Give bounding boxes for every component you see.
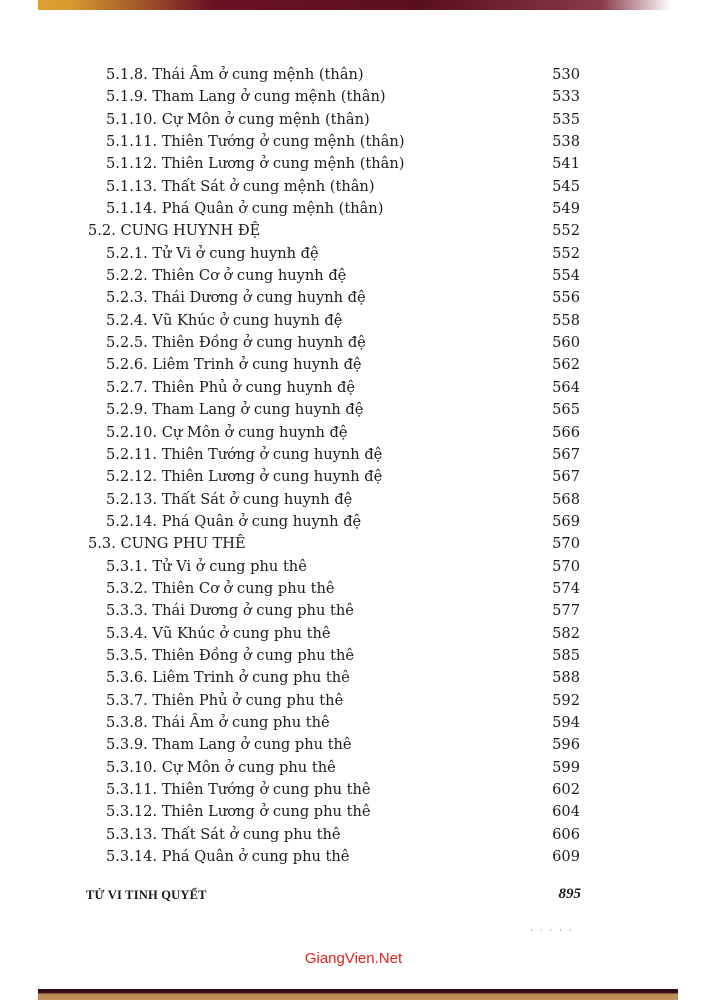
toc-entry[interactable] [88, 354, 580, 376]
toc-entry[interactable] [88, 600, 580, 622]
top-edge-margin [0, 0, 38, 10]
toc-entry-page: 585 [552, 646, 580, 664]
toc-entry[interactable] [88, 466, 580, 488]
toc-entry[interactable] [88, 556, 580, 578]
toc-section-heading[interactable] [88, 533, 580, 555]
toc-entry-page: 541 [552, 155, 580, 173]
toc-entry-page: 552 [552, 244, 580, 262]
toc-entry[interactable] [88, 243, 580, 265]
toc-entry-number: 5.3.10. [106, 758, 158, 776]
toc-entry[interactable] [88, 779, 580, 801]
toc-entry-title [88, 399, 363, 421]
toc-entry[interactable] [88, 86, 580, 108]
toc-entry-title [88, 131, 405, 153]
toc-entry-page: 565 [552, 401, 580, 419]
toc-entry-page: 567 [552, 445, 580, 463]
toc-entry-page: 533 [552, 88, 580, 106]
toc-entry-number: 5.1.11. [106, 133, 158, 151]
toc-entry-text: Thiên Đồng ở cung huynh đệ [152, 334, 366, 352]
toc-entry-page: 596 [552, 736, 580, 754]
toc-entry-title [88, 824, 341, 846]
toc-entry[interactable] [88, 109, 580, 131]
toc-entry-number: 5.2.2. [106, 267, 148, 285]
toc-entry[interactable] [88, 176, 580, 198]
toc-entry-number: 5.1.14. [106, 200, 158, 218]
toc-entry-page: 577 [552, 602, 580, 620]
toc-entry-title [88, 734, 352, 756]
toc-entry-title [88, 623, 331, 645]
toc-entry[interactable] [88, 489, 580, 511]
toc-entry-title [88, 86, 386, 108]
toc-entry-page: 604 [552, 803, 580, 821]
toc-entry-page: 564 [552, 378, 580, 396]
toc-entry-title [88, 176, 375, 198]
toc-entry-page: 570 [552, 557, 580, 575]
toc-entry-title [88, 645, 354, 667]
toc-entry-page: 594 [552, 713, 580, 731]
toc-entry[interactable] [88, 377, 580, 399]
bottom-book-edge [38, 989, 678, 1000]
toc-entry-title [88, 556, 307, 578]
toc-entry-page: 599 [552, 758, 580, 776]
toc-entry-text: Thiên Phủ ở cung huynh đệ [152, 378, 355, 396]
toc-entry-page: 588 [552, 669, 580, 687]
toc-entry-title [88, 511, 361, 533]
toc-entry-text: Liêm Trinh ở cung huynh đệ [152, 356, 362, 374]
toc-entry-text: Thiên Phủ ở cung phu thê [152, 691, 344, 709]
toc-entry-number: 5.3.6. [106, 669, 148, 687]
toc-entry-number: 5.1.10. [106, 110, 158, 128]
toc-entry[interactable] [88, 645, 580, 667]
toc-entry-text: Vũ Khúc ở cung huynh đệ [152, 311, 343, 329]
toc-entry-text: Thiên Tướng ở cung mệnh (thân) [161, 133, 405, 151]
toc-entry-text: Liêm Trinh ở cung phu thê [152, 669, 350, 687]
toc-entry-number: 5.3.12. [106, 803, 158, 821]
toc-entry-text: Tử Vi ở cung phu thê [152, 557, 307, 575]
toc-entry[interactable] [88, 131, 580, 153]
toc-entry-title [88, 779, 371, 801]
toc-entry-text: Tử Vi ở cung huynh đệ [152, 244, 319, 262]
toc-entry-title [88, 846, 349, 868]
toc-entry-number: 5.2. [88, 222, 116, 240]
toc-entry-page: 567 [552, 468, 580, 486]
toc-entry[interactable] [88, 422, 580, 444]
toc-entry-number: 5.1.9. [106, 88, 148, 106]
toc-entry-title [88, 243, 319, 265]
toc-entry-number: 5.2.4. [106, 311, 148, 329]
toc-entry-page: 556 [552, 289, 580, 307]
toc-entry-page: 562 [552, 356, 580, 374]
toc-entry-number: 5.3.9. [106, 736, 148, 754]
toc-entry[interactable] [88, 824, 580, 846]
toc-entry[interactable] [88, 734, 580, 756]
toc-entry-number: 5.2.1. [106, 244, 148, 262]
toc-entry-title [88, 757, 336, 779]
toc-entry[interactable] [88, 690, 580, 712]
toc-entry-text: Thất Sát ở cung phu thê [161, 825, 341, 843]
toc-entry[interactable] [88, 265, 580, 287]
toc-entry-title [88, 354, 362, 376]
toc-entry-text: Phá Quân ở cung huynh đệ [161, 512, 362, 530]
toc-entry-text: Thiên Lương ở cung phu thê [161, 803, 371, 821]
toc-entry-title [88, 466, 382, 488]
toc-entry[interactable] [88, 511, 580, 533]
toc-entry-text: Thiên Đồng ở cung phu thê [152, 646, 355, 664]
toc-entry-title [88, 801, 371, 823]
toc-entry-title [88, 109, 370, 131]
toc-entry-page: 592 [552, 691, 580, 709]
toc-entry-number: 5.2.10. [106, 423, 158, 441]
toc-entry-number: 5.2.13. [106, 490, 158, 508]
toc-entry-page: 535 [552, 110, 580, 128]
toc-entry-number: 5.1.13. [106, 177, 158, 195]
toc-entry[interactable] [88, 712, 580, 734]
toc-entry-text: Cự Môn ở cung huynh đệ [161, 423, 348, 441]
toc-entry-number: 5.3. [88, 535, 116, 553]
toc-entry-text: Thiên Tướng ở cung phu thê [161, 781, 371, 798]
toc-entry-title [88, 310, 342, 332]
toc-entry-title [88, 444, 382, 466]
toc-entry-number: 5.3.7. [106, 691, 148, 709]
footer-page-number: 895 [558, 886, 581, 902]
toc-entry-page: 538 [552, 133, 580, 151]
toc-entry-number: 5.2.6. [106, 356, 148, 374]
toc-entry-title [88, 287, 366, 309]
toc-entry[interactable] [88, 801, 580, 823]
toc-entry-text: Phá Quân ở cung phu thê [161, 848, 350, 866]
toc-entry[interactable] [88, 153, 580, 175]
toc-section-heading[interactable] [88, 220, 580, 242]
toc-entry-page: 549 [552, 200, 580, 218]
toc-entry-number: 5.3.5. [106, 646, 148, 664]
toc-entry-text: Thiên Lương ở cung mệnh (thân) [161, 155, 405, 173]
toc-entry-text: Cự Môn ở cung phu thê [161, 758, 336, 776]
toc-entry-title [88, 265, 346, 287]
toc-entry-text: Thái Dương ở cung phu thê [152, 602, 354, 620]
toc-entry-number: 5.1.8. [106, 66, 148, 83]
toc-entry-number: 5.2.14. [106, 512, 158, 530]
toc-entry-title [88, 712, 330, 734]
toc-entry-title [88, 489, 352, 511]
toc-entry-title [88, 220, 260, 242]
footer-book-title: TỬ VI TINH QUYẾT [86, 888, 207, 902]
toc-entry-number: 5.3.8. [106, 713, 148, 731]
toc-entry-text: Thiên Cơ ở cung huynh đệ [152, 267, 347, 285]
toc-entry-number: 5.2.11. [106, 445, 158, 463]
toc-entry-title [88, 332, 366, 354]
toc-entry-page: 609 [552, 848, 580, 866]
toc-entry[interactable] [88, 623, 580, 645]
toc-entry[interactable] [88, 198, 580, 220]
toc-entry-title [88, 64, 364, 86]
toc-entry-title [88, 690, 343, 712]
toc-entry-page: 530 [552, 66, 580, 83]
toc-entry-page: 568 [552, 490, 580, 508]
toc-entry[interactable] [88, 310, 580, 332]
toc-entry-page: 602 [552, 781, 580, 798]
toc-entry[interactable] [88, 667, 580, 689]
toc-entry-text: Tham Lang ở cung huynh đệ [152, 401, 364, 419]
toc-entry-text: Tham Lang ở cung phu thê [152, 736, 352, 754]
toc-entry-title [88, 600, 354, 622]
toc-entry-title [88, 667, 350, 689]
toc-entry-number: 5.2.5. [106, 334, 148, 352]
toc-entry-number: 5.3.2. [106, 579, 148, 597]
top-book-edge [0, 0, 707, 10]
toc-entry-text: Thất Sát ở cung mệnh (thân) [161, 177, 375, 195]
toc-entry-number: 5.3.13. [106, 825, 158, 843]
toc-entry[interactable] [88, 444, 580, 466]
toc-entry-page: 560 [552, 334, 580, 352]
toc-entry-text: Thái Âm ở cung mệnh (thân) [152, 66, 364, 83]
toc-entry-text: Vũ Khúc ở cung phu thê [152, 624, 331, 642]
toc-entry-page: 606 [552, 825, 580, 843]
toc-entry-title [88, 153, 404, 175]
toc-entry-text: CUNG PHU THÊ [120, 535, 246, 553]
toc-entry-number: 5.2.9. [106, 401, 148, 419]
toc-entry-text: Thiên Tướng ở cung huynh đệ [161, 445, 383, 463]
toc-entry-title [88, 533, 246, 555]
toc-entry-number: 5.3.3. [106, 602, 148, 620]
toc-entry-page: 558 [552, 311, 580, 329]
table-of-contents [88, 64, 580, 868]
toc-entry[interactable] [88, 332, 580, 354]
toc-entry-page: 552 [552, 222, 580, 240]
toc-entry-page: 545 [552, 177, 580, 195]
toc-entry-page: 566 [552, 423, 580, 441]
toc-entry-text: Thái Dương ở cung huynh đệ [152, 289, 366, 307]
toc-entry-page: 569 [552, 512, 580, 530]
toc-entry-text: Thiên Cơ ở cung phu thê [152, 579, 335, 597]
toc-entry-number: 5.2.7. [106, 378, 148, 396]
scan-specks: · · · · · [530, 926, 574, 936]
toc-entry[interactable] [88, 846, 580, 868]
toc-entry-number: 5.3.14. [106, 848, 158, 866]
toc-entry-number: 5.3.11. [106, 781, 158, 798]
toc-entry-page: 554 [552, 267, 580, 285]
toc-entry-text: Cự Môn ở cung mệnh (thân) [161, 110, 370, 128]
toc-entry-text: Phá Quân ở cung mệnh (thân) [161, 200, 384, 218]
toc-entry[interactable] [88, 287, 580, 309]
toc-entry-title [88, 578, 335, 600]
toc-entry-number: 5.3.1. [106, 557, 148, 575]
toc-entry-text: Thiên Lương ở cung huynh đệ [161, 468, 383, 486]
toc-entry[interactable] [88, 757, 580, 779]
toc-entry-title [88, 422, 348, 444]
toc-entry-title [88, 377, 355, 399]
toc-entry-page: 574 [552, 579, 580, 597]
watermark-link[interactable]: GiangVien.Net [304, 950, 403, 967]
toc-entry-number: 5.3.4. [106, 624, 148, 642]
toc-entry-text: Tham Lang ở cung mệnh (thân) [152, 88, 386, 106]
toc-entry-title [88, 198, 383, 220]
toc-entry[interactable] [88, 578, 580, 600]
toc-entry-text: Thất Sát ở cung huynh đệ [161, 490, 353, 508]
toc-entry-text: CUNG HUYNH ĐỆ [120, 222, 261, 240]
toc-entry-text: Thái Âm ở cung phu thê [152, 713, 330, 731]
toc-entry-number: 5.1.12. [106, 155, 158, 173]
toc-entry-number: 5.2.12. [106, 468, 158, 486]
toc-entry[interactable] [88, 64, 580, 86]
toc-entry-page: 570 [552, 535, 580, 553]
toc-entry[interactable] [88, 399, 580, 421]
toc-entry-number: 5.2.3. [106, 289, 148, 307]
toc-entry-page: 582 [552, 624, 580, 642]
